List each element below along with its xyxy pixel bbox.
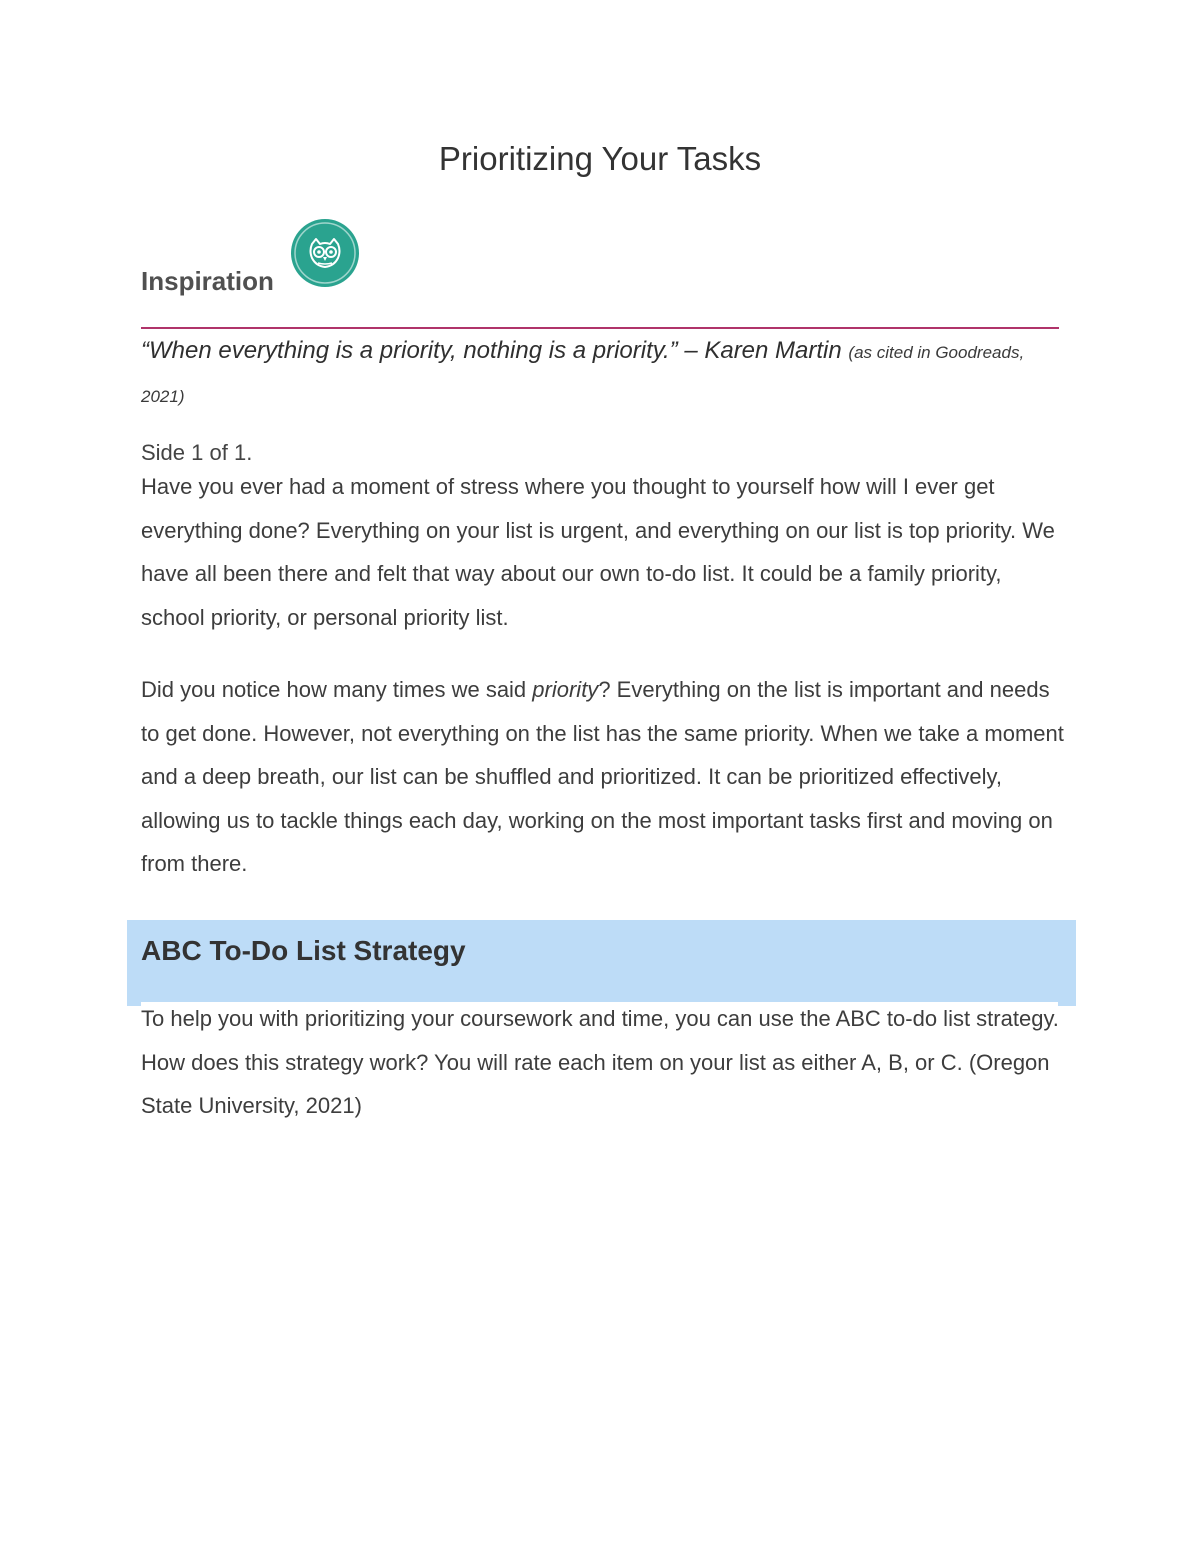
intro-paragraph: Have you ever had a moment of stress where you thought to yourself how will I ever get everything done? Everything on your list is urgent, and everything on our list is top priority. We have all been there and felt that way about our own to-do list. It could be a family priority, school priority, or personal priority list.: [141, 474, 1055, 630]
side-label: Side 1 of 1.: [141, 440, 253, 465]
inspiration-quote: [141, 330, 1061, 418]
notice-paragraph: [141, 668, 1066, 886]
notice-text-after: ? Everything on the list is important and needs to get done. However, not everything on the list has the same priority. When we take a moment and a deep breath, our list can be shuffled and prioritized. It can be prioritized effectively, allowing us to tackle things each day, working on the most important tasks first and moving on from there.: [141, 677, 1064, 876]
owl-icon: [290, 218, 360, 288]
strategy-paragraph: To help you with prioritizing your coursework and time, you can use the ABC to-do list strategy. How does this strategy work? You will rate each item on your list as either A, B, or C. (Oregon State University, 2021): [141, 1006, 1059, 1118]
notice-emphasis: priority: [532, 677, 599, 702]
quote-text: “When everything is a priority, nothing is a priority.” – Karen Martin: [141, 337, 842, 364]
section-divider: [141, 327, 1059, 329]
inspiration-header: [141, 218, 1061, 308]
page-title: Prioritizing Your Tasks: [438, 140, 762, 177]
quote-citation: (as cited in Goodreads, 2021): [141, 343, 1025, 406]
notice-text-before: Did you notice how many times we said: [141, 677, 533, 702]
inspiration-label: Inspiration: [141, 266, 274, 296]
section-heading: ABC To-Do List Strategy: [141, 935, 466, 966]
